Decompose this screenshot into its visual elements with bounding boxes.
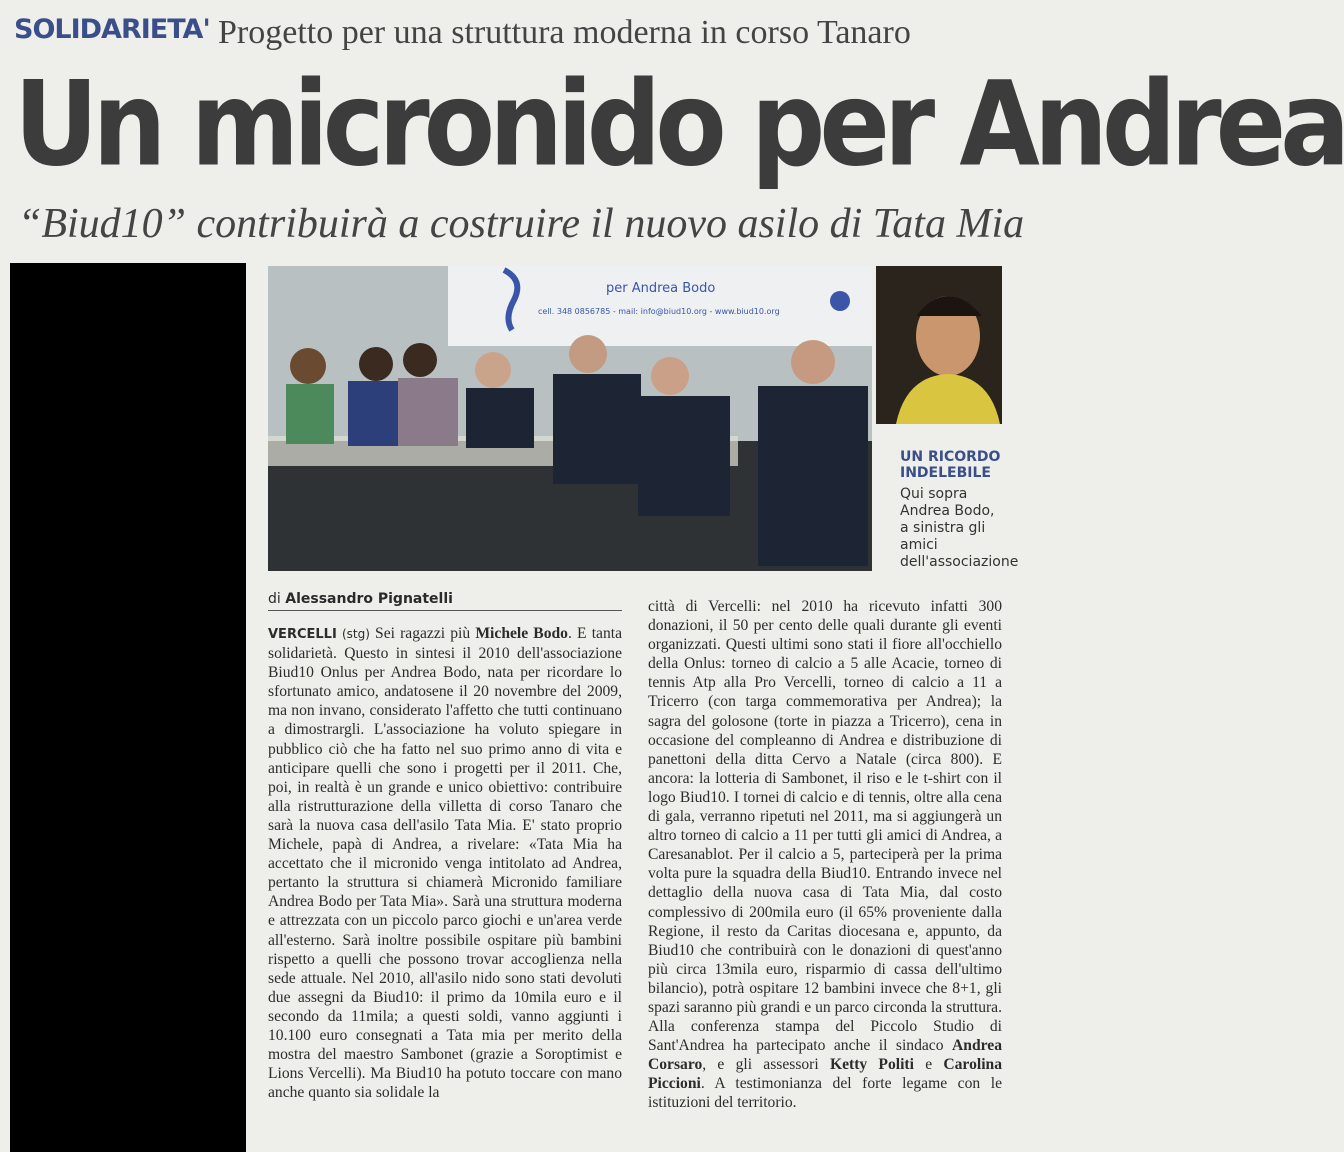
headline: Un micronido per Andrea bbox=[14, 55, 1344, 193]
caption-text: Qui sopra Andrea Bodo, a sinistra gli amici dell'associazione bbox=[900, 486, 1019, 570]
andrea-bodo-photo bbox=[876, 266, 1002, 424]
dateline: VERCELLI bbox=[268, 627, 337, 642]
name-michele: Michele Bodo bbox=[475, 625, 568, 642]
article-column-2 bbox=[648, 597, 1002, 1113]
name-politi: Ketty Politi bbox=[829, 1056, 914, 1074]
music-note-icon bbox=[830, 291, 850, 311]
author-slug: (stg) bbox=[341, 627, 370, 641]
article-column-1 bbox=[268, 624, 622, 1102]
byline bbox=[268, 591, 622, 611]
byline-author: Alessandro Pignatelli bbox=[285, 591, 453, 607]
name-piccioni: Carolina Piccioni bbox=[648, 1056, 1003, 1093]
name-corsaro: Andrea Corsaro bbox=[648, 1037, 1002, 1074]
redacted-block bbox=[10, 263, 246, 1152]
subheadline: “Biud10” contribuirà a costruire il nuovo asilo di Tata Mia bbox=[18, 201, 1025, 247]
photo-illustration bbox=[268, 266, 872, 571]
paragraph-lead: Sei ragazzi più bbox=[375, 625, 471, 642]
paragraph-body-2: città di Vercelli: nel 2010 ha ricevuto infatti 300 donazioni, il 50 per cento delle quali durante gli eventi organizzati. Questi ultimi sono stati il fiore all'occhiello della Onlus: torneo di calcio a 5 alle Acacie, torneo di tennis Atp alla Pro Vercelli, torneo di calcio a 11 a Tricerro (con targa commemorativa per Andrea); la sagra del golosone (torte in piazza a Tricerro), cena in occasione del compleanno di Andrea e distribuzione di panettoni della ditta Cervo a Natale (circa 800). E ancora: la lotteria di Sambonet, il riso e le t-shirt con il logo Biud10. I tornei di calcio e di tennis, oltre alla cena di gala, verranno ripetuti nel 2011, ma si aggiungerà un altro torneo di calcio a 11 per tutti gli amici di Andrea, a Caresanablot. Per il calcio a 5, parteciperà per la prima volta pure la squadra della Biud10. Entrando invece nel dettaglio della nuova casa di Tata Mia, dal costo complessivo di 200mila euro (il 65% proveniente dalla Regione, il resto da Caritas diocesana e, appunto, da Biud10 che contribuirà con le donazioni di quest'anno più circa 13mila euro, risparmio di cassa dell'ultimo bilancio), potrà ospitare 12 bambini invece che 8+1, gli spazi saranno più grandi e un parco circonda la struttura. Alla conferenza stampa del Piccolo Studio di Sant'Andrea ha partecipato anche il sindaco bbox=[648, 598, 1002, 1055]
subkicker: Progetto per una struttura moderna in corso Tanaro bbox=[218, 14, 911, 51]
paragraph-body-1: . E tanta solidarietà. Questo in sintesi il 2010 dell'associazione Biud10 Onlus per Andrea Bodo, nata per ricordare lo sfortunato amico, andatosene il 20 novembre del 2009, ma non invano, considerato l'affetto che tutti continuano a dimostrargli. L'associazione ha voluto spiegare in pubblico ciò che ha fatto nel suo primo anno di vita e anticipare quelli che sono i progetti per il 2011. Che, poi, in realtà è un grande e unico obiettivo: contribuire alla ristrutturazione della villetta di corso Tanaro che sarà la nuova casa dell'asilo Tata Mia. E' stato proprio Michele, papà di Andrea, a rivelare: «Tata Mia ha accettato che il micronido venga intitolato ad Andrea, pertanto la struttura si chiamerà Micronido familiare Andrea Bodo per Tata Mia». Sarà una struttura moderna e attrezzata con un piccolo parco giochi e un'area verde all'esterno. Sarà inoltre possibile ospitare più bambini rispetto a quelli che possono trovar accoglienza nella sede attuale. Nel 2010, all'asilo nido sono stati devoluti due assegni da Biud10: il primo da 10mila euro e il secondo da 11mila; a questi soldi, vanno aggiunti i 10.100 euro consegnati a Tata mia per merito della mostra del maestro Sambonet (grazie a Soroptimist e Lions Vercelli). Ma Biud10 ha potuto toccare con mano anche quanto sia solidale la bbox=[268, 625, 623, 1102]
section-kicker: SOLIDARIETA' bbox=[14, 14, 210, 45]
caption-title: UN RICORDO INDELEBILE bbox=[900, 449, 1001, 481]
press-conference-photo bbox=[268, 266, 872, 571]
portrait-illustration bbox=[876, 266, 1002, 424]
paragraph-mid: , e gli assessori bbox=[702, 1056, 819, 1074]
banner-contacts: cell. 348 0856785 - mail: info@biud10.org - www.biud10.org bbox=[538, 307, 780, 316]
conjunction: e bbox=[925, 1056, 933, 1074]
byline-prefix: di bbox=[268, 591, 281, 607]
banner-text: per Andrea Bodo bbox=[606, 281, 716, 296]
paragraph-end: . A testimonianza del forte legame con le istituzioni del territorio. bbox=[648, 1075, 1002, 1112]
